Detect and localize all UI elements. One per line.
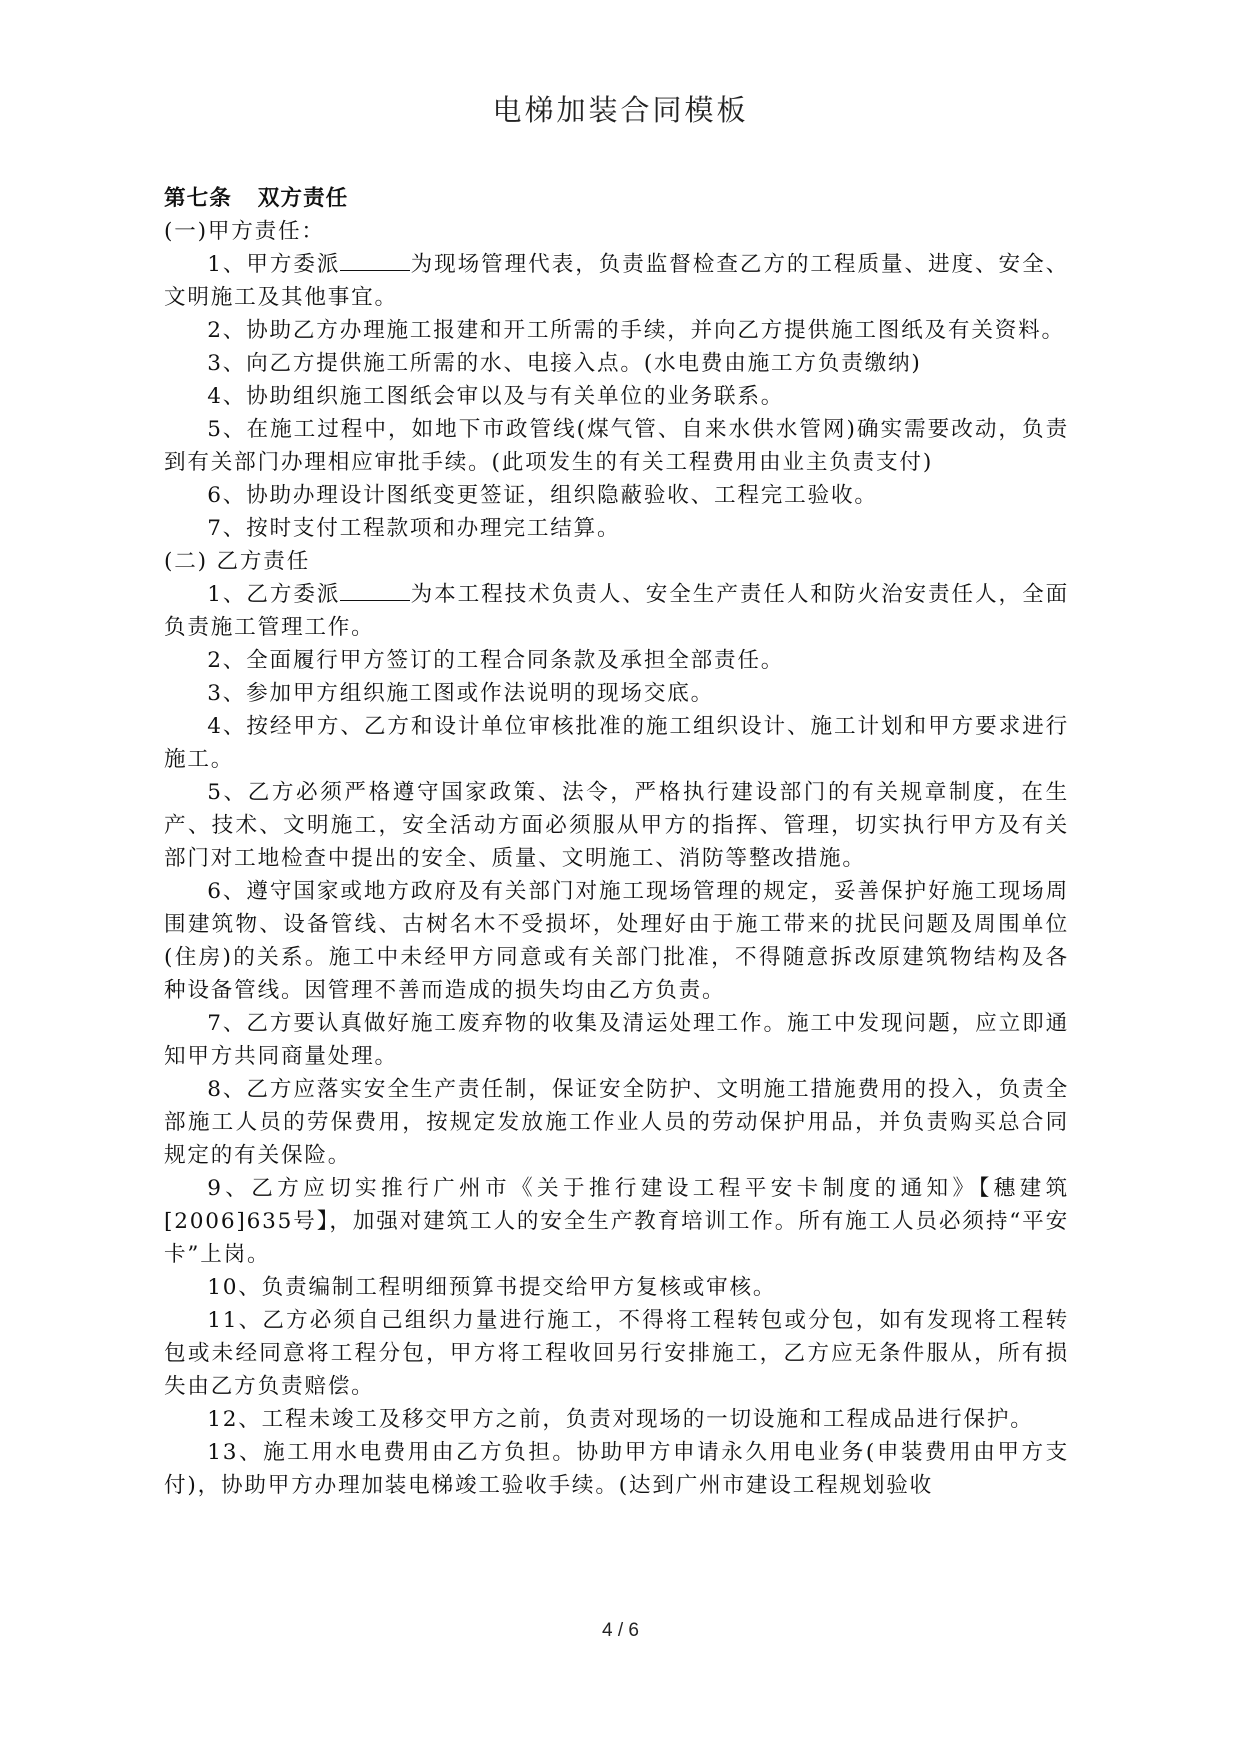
party-b-item-7: 7、乙方要认真做好施工废弃物的收集及清运处理工作。施工中发现问题，应立即通知甲方共同商量处理。 xyxy=(164,1011,1069,1069)
party-b-item-12: 12、工程未竣工及移交甲方之前，负责对现场的一切设施和工程成品进行保护。 xyxy=(207,1407,1034,1432)
article-number: 第七条 xyxy=(164,186,232,211)
page-number: 4 / 6 xyxy=(602,1620,639,1641)
technical-lead-blank[interactable] xyxy=(340,578,410,601)
party-b-item-9: 9、乙方应切实推行广州市《关于推行建设工程平安卡制度的通知》【穗建筑[2006]635号】，加强对建筑工人的安全生产教育培训工作。所有施工人员必须持“平安卡”上岗。 xyxy=(164,1176,1069,1267)
party-b-item-10: 10、负责编制工程明细预算书提交给甲方复核或审核。 xyxy=(207,1275,777,1300)
party-b-item-1 xyxy=(164,578,1069,644)
document-body xyxy=(164,182,1069,1502)
party-a-item-7: 7、按时支付工程款项和办理完工结算。 xyxy=(207,516,621,541)
party-a-item-3: 3、向乙方提供施工所需的水、电接入点。(水电费由施工方负责缴纳) xyxy=(207,351,922,376)
party-b-item-11: 11、乙方必须自己组织力量进行施工，不得将工程转包或分包，如有发现将工程转包或未经同意将工程分包，甲方将工程收回另行安排施工，乙方应无条件服从，所有损失由乙方负责赔偿。 xyxy=(164,1308,1069,1399)
party-b-heading: (二) 乙方责任 xyxy=(164,549,311,574)
party-a-item-1-rest: 为现场管理代表，负责监督检查乙方的工程质量、进度、安全、文明施工及其他事宜。 xyxy=(164,252,1069,310)
party-a-item-2: 2、协助乙方办理施工报建和开工所需的手续，并向乙方提供施工图纸及有关资料。 xyxy=(207,318,1065,343)
party-a-item-1-lead: 1、甲方委派 xyxy=(207,252,341,277)
article-heading xyxy=(164,182,1069,215)
article-title: 双方责任 xyxy=(257,186,349,211)
party-a-item-4: 4、协助组织施工图纸会审以及与有关单位的业务联系。 xyxy=(207,384,785,409)
party-b-item-4: 4、按经甲方、乙方和设计单位审核批准的施工组织设计、施工计划和甲方要求进行施工。 xyxy=(164,714,1069,772)
party-b-item-5: 5、乙方必须严格遵守国家政策、法令，严格执行建设部门的有关规章制度，在生产、技术、文明施工，安全活动方面必须服从甲方的指挥、管理，切实执行甲方及有关部门对工地检查中提出的安全、质量、文明施工、消防等整改措施。 xyxy=(164,780,1069,871)
party-b-item-2: 2、全面履行甲方签订的工程合同条款及承担全部责任。 xyxy=(207,648,785,673)
party-a-heading: (一)甲方责任： xyxy=(164,219,325,244)
party-b-item-8: 8、乙方应落实安全生产责任制，保证安全防护、文明施工措施费用的投入，负责全部施工人员的劳保费用，按规定发放施工作业人员的劳动保护用品，并负责购买总合同规定的有关保险。 xyxy=(164,1077,1069,1168)
party-a-item-1 xyxy=(164,248,1069,314)
party-b-item-3: 3、参加甲方组织施工图或作法说明的现场交底。 xyxy=(207,681,714,706)
party-a-item-6: 6、协助办理设计图纸变更签证，组织隐蔽验收、工程完工验收。 xyxy=(207,483,878,508)
party-b-item-6: 6、遵守国家或地方政府及有关部门对施工现场管理的规定，妥善保护好施工现场周围建筑物、设备管线、古树名木不受损坏，处理好由于施工带来的扰民问题及周围单位(住房)的关系。施工中未经甲方同意或有关部门批准，不得随意拆改原建筑物结构及各种设备管线。因管理不善而造成的损失均由乙方负责。 xyxy=(164,879,1069,1003)
party-a-item-5: 5、在施工过程中，如地下市政管线(煤气管、自来水供水管网)确实需要改动，负责到有关部门办理相应审批手续。(此项发生的有关工程费用由业主负责支付) xyxy=(164,417,1069,475)
party-b-item-13: 13、施工用水电费用由乙方负担。协助甲方申请永久用电业务(申装费用由甲方支付)，协助甲方办理加装电梯竣工验收手续。(达到广州市建设工程规划验收 xyxy=(164,1440,1069,1498)
document-title: 电梯加装合同模板 xyxy=(492,93,749,127)
party-b-item-1-lead: 1、乙方委派 xyxy=(207,582,341,607)
party-b-item-1-rest: 为本工程技术负责人、安全生产责任人和防火治安责任人，全面负责施工管理工作。 xyxy=(164,582,1069,640)
representative-blank[interactable] xyxy=(340,248,410,271)
